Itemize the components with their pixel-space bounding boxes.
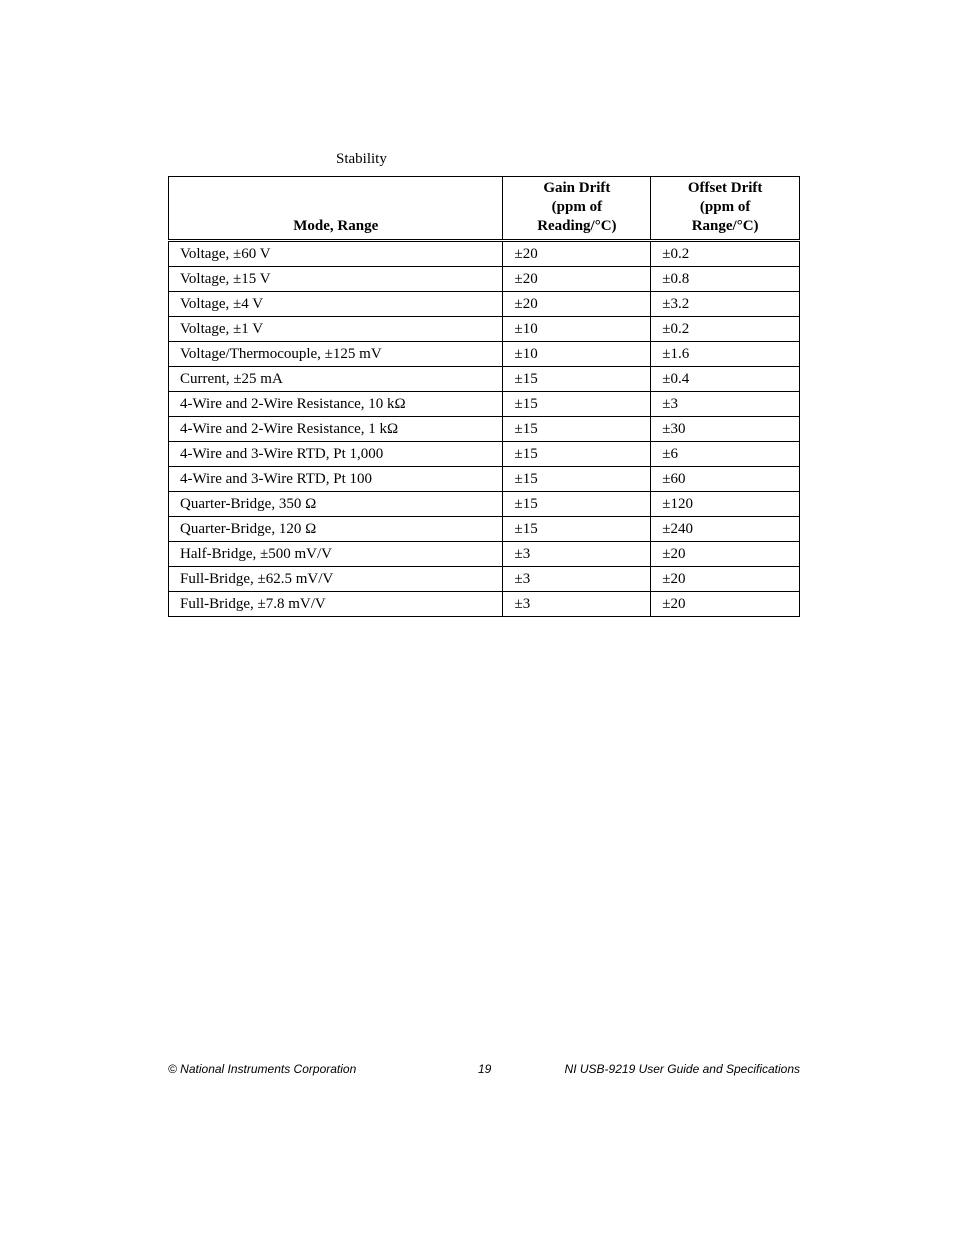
table-row: [169, 267, 800, 292]
header-gain-line-1: Gain Drift: [543, 180, 611, 196]
cell-offset-drift: ±3: [651, 392, 800, 417]
table-row: [169, 467, 800, 492]
cell-mode-range: Half-Bridge, ±500 mV/V: [169, 542, 503, 567]
cell-mode-range: Voltage/Thermocouple, ±125 mV: [169, 342, 503, 367]
cell-gain-drift: ±15: [503, 442, 651, 467]
cell-offset-drift: ±0.2: [651, 241, 800, 267]
table-row: [169, 492, 800, 517]
header-offset-line-1: Offset Drift: [687, 180, 763, 196]
header-gain-drift: [503, 177, 651, 241]
cell-gain-drift: ±3: [503, 542, 651, 567]
cell-gain-drift: ±20: [503, 292, 651, 317]
footer-page-number: 19: [478, 1062, 492, 1076]
cell-mode-range: Full-Bridge, ±7.8 mV/V: [169, 592, 503, 617]
cell-offset-drift: ±20: [651, 592, 800, 617]
cell-gain-drift: ±15: [503, 367, 651, 392]
cell-mode-range: Quarter-Bridge, 120 Ω: [169, 517, 503, 542]
header-mode-range: Mode, Range: [169, 177, 503, 241]
cell-mode-range: 4-Wire and 2-Wire Resistance, 1 kΩ: [169, 417, 503, 442]
footer-copyright: © National Instruments Corporation: [168, 1062, 357, 1076]
table-row: [169, 367, 800, 392]
cell-offset-drift: ±240: [651, 517, 800, 542]
table-row: [169, 567, 800, 592]
header-offset-line-2: (ppm of: [699, 199, 751, 215]
cell-gain-drift: ±15: [503, 467, 651, 492]
cell-offset-drift: ±60: [651, 467, 800, 492]
table-row: [169, 342, 800, 367]
cell-offset-drift: ±0.8: [651, 267, 800, 292]
cell-mode-range: Voltage, ±60 V: [169, 241, 503, 267]
table-row: [169, 241, 800, 267]
table-header-row: [169, 177, 800, 241]
cell-gain-drift: ±15: [503, 492, 651, 517]
table-row: [169, 592, 800, 617]
table-row: [169, 292, 800, 317]
table-row: [169, 317, 800, 342]
table-row: [169, 517, 800, 542]
cell-mode-range: 4-Wire and 3-Wire RTD, Pt 1,000: [169, 442, 503, 467]
cell-offset-drift: ±30: [651, 417, 800, 442]
cell-mode-range: Current, ±25 mA: [169, 367, 503, 392]
cell-mode-range: Voltage, ±15 V: [169, 267, 503, 292]
stability-table: [168, 176, 800, 617]
cell-offset-drift: ±1.6: [651, 342, 800, 367]
footer-document-title: NI USB-9219 User Guide and Specifications: [564, 1062, 800, 1076]
cell-offset-drift: ±20: [651, 567, 800, 592]
header-gain-line-2: (ppm of: [551, 199, 603, 215]
cell-mode-range: Voltage, ±4 V: [169, 292, 503, 317]
cell-gain-drift: ±10: [503, 342, 651, 367]
cell-gain-drift: ±15: [503, 392, 651, 417]
cell-gain-drift: ±20: [503, 241, 651, 267]
header-offset-drift: [651, 177, 800, 241]
table-row: [169, 542, 800, 567]
table-row: [169, 417, 800, 442]
cell-offset-drift: ±0.4: [651, 367, 800, 392]
header-offset-line-3: Range/°C): [691, 218, 759, 234]
cell-gain-drift: ±15: [503, 417, 651, 442]
cell-gain-drift: ±15: [503, 517, 651, 542]
cell-offset-drift: ±0.2: [651, 317, 800, 342]
cell-gain-drift: ±3: [503, 592, 651, 617]
cell-offset-drift: ±20: [651, 542, 800, 567]
header-gain-line-3: Reading/°C): [537, 218, 617, 234]
cell-mode-range: Voltage, ±1 V: [169, 317, 503, 342]
cell-mode-range: 4-Wire and 2-Wire Resistance, 10 kΩ: [169, 392, 503, 417]
table-row: [169, 392, 800, 417]
cell-offset-drift: ±3.2: [651, 292, 800, 317]
cell-gain-drift: ±20: [503, 267, 651, 292]
table-row: [169, 442, 800, 467]
cell-gain-drift: ±3: [503, 567, 651, 592]
cell-mode-range: Full-Bridge, ±62.5 mV/V: [169, 567, 503, 592]
cell-offset-drift: ±6: [651, 442, 800, 467]
cell-gain-drift: ±10: [503, 317, 651, 342]
cell-mode-range: 4-Wire and 3-Wire RTD, Pt 100: [169, 467, 503, 492]
cell-offset-drift: ±120: [651, 492, 800, 517]
cell-mode-range: Quarter-Bridge, 350 Ω: [169, 492, 503, 517]
table-body: [169, 241, 800, 617]
section-label: Stability: [336, 151, 387, 167]
